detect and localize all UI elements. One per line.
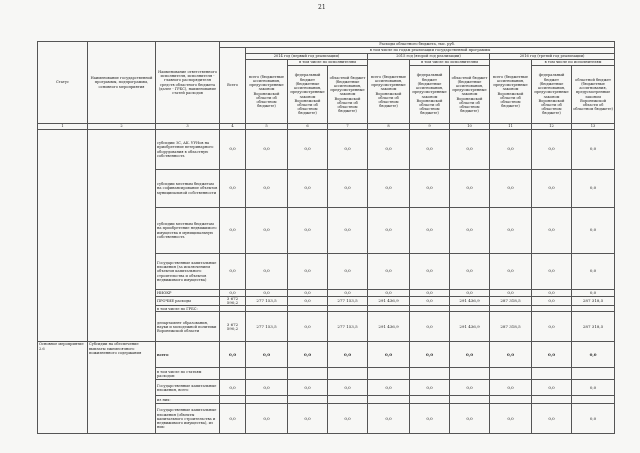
- value-cell: 0,0: [410, 380, 450, 396]
- value-cell: 0,0: [288, 342, 328, 368]
- value-cell: 0,0: [246, 404, 288, 434]
- value-cell: 0,0: [220, 170, 246, 208]
- value-cell: 0,0: [368, 380, 410, 396]
- value-cell: [246, 368, 288, 380]
- header-spend-subtitle: в том числе по годам реализации государственной программы: [246, 48, 615, 54]
- value-cell: [490, 396, 532, 404]
- value-cell: 277 153,5: [246, 297, 288, 306]
- measure-program: Субсидии на обеспечение выплаты ежемесячного пожизненного содержания: [88, 342, 156, 434]
- value-cell: 0,0: [490, 290, 532, 297]
- header-y1-all: всего (бюджетные ассигнования, предусмотренные законом Воронежской области об областном бюджете): [246, 60, 288, 124]
- expense-item-label: ПРОЧИЕ расходы: [156, 297, 220, 306]
- value-cell: 0,0: [450, 404, 490, 434]
- value-cell: 0,0: [532, 254, 572, 290]
- value-cell: [572, 368, 615, 380]
- value-cell: [410, 396, 450, 404]
- value-cell: 0,0: [220, 254, 246, 290]
- value-cell: 291 436,9: [450, 297, 490, 306]
- expense-item-label: субсидии местным бюджетам на софинансирование объектов муниципальной собственности: [156, 170, 220, 208]
- value-cell: 0,0: [328, 380, 368, 396]
- expense-item-label: Государственные капитальные вложения, всего: [156, 380, 220, 396]
- value-cell: 0,0: [328, 290, 368, 297]
- value-cell: 0,0: [410, 312, 450, 342]
- header-spend-title: Расходы областного бюджета, тыс. руб.: [220, 42, 615, 48]
- value-cell: 0,0: [246, 290, 288, 297]
- value-cell: 0,0: [328, 404, 368, 434]
- column-number: 10: [450, 124, 490, 130]
- column-number: 12: [532, 124, 572, 130]
- value-cell: 0,0: [572, 130, 615, 170]
- column-number: 5: [246, 124, 288, 130]
- value-cell: [368, 368, 410, 380]
- header-status: Статус: [38, 42, 88, 124]
- value-cell: 287 318,5: [490, 312, 532, 342]
- header-y2-all: всего (бюджетные ассигнования, предусмотренные законом Воронежской области об областном бюджете): [368, 60, 410, 124]
- value-cell: 0,0: [288, 254, 328, 290]
- value-cell: 0,0: [368, 170, 410, 208]
- value-cell: 277 153,5: [328, 297, 368, 306]
- value-cell: 0,0: [220, 208, 246, 254]
- value-cell: 287 318,5: [572, 297, 615, 306]
- value-cell: 0,0: [490, 342, 532, 368]
- value-cell: 0,0: [410, 404, 450, 434]
- column-number: 6: [288, 124, 328, 130]
- value-cell: 0,0: [368, 254, 410, 290]
- header-year-2016: 2016 год (третий год реализации): [490, 54, 615, 60]
- header-program: Наименование государственной программы, подпрограммы, основного мероприятия: [88, 42, 156, 124]
- page-number: 21: [318, 4, 326, 11]
- value-cell: [532, 396, 572, 404]
- value-cell: 0,0: [410, 130, 450, 170]
- value-cell: 0,0: [410, 254, 450, 290]
- value-cell: 0,0: [220, 342, 246, 368]
- value-cell: 0,0: [246, 254, 288, 290]
- value-cell: [410, 368, 450, 380]
- value-cell: 0,0: [572, 170, 615, 208]
- value-cell: 0,0: [450, 130, 490, 170]
- status-cell: [38, 130, 88, 342]
- expense-item-label: в том числе по статьям расходов:: [156, 368, 220, 380]
- value-cell: 0,0: [410, 208, 450, 254]
- value-cell: 0,0: [490, 404, 532, 434]
- expense-item-label: субсидии ЗС, АК. УУНов на приобретение ветеринарного оборудования в областную собственность: [156, 130, 220, 170]
- column-number: 4: [220, 124, 246, 130]
- header-executor: Наименование ответственного исполнителя, исполнителя - главного распорядителя средств областного бюджета (далее - ГРБС), наименование статей расходов: [156, 42, 220, 124]
- expense-item-label: Государственные капитальные вложения (объекты капитального строительства и недвижимого имущества), из них:: [156, 404, 220, 434]
- value-cell: 0,0: [328, 130, 368, 170]
- value-cell: 277 153,5: [246, 312, 288, 342]
- value-cell: 0,0: [532, 297, 572, 306]
- value-cell: 0,0: [288, 297, 328, 306]
- expense-item-label: всего: [156, 342, 220, 368]
- header-y2-regional: областной бюджет (бюджетные ассигнования, предусмотренные законом Воронежской области об областном бюджете): [450, 66, 490, 124]
- value-cell: 3 672 590,2: [220, 297, 246, 306]
- value-cell: [572, 396, 615, 404]
- value-cell: [246, 396, 288, 404]
- value-cell: 0,0: [288, 208, 328, 254]
- value-cell: 0,0: [220, 380, 246, 396]
- value-cell: [288, 368, 328, 380]
- value-cell: 0,0: [572, 290, 615, 297]
- value-cell: 0,0: [410, 297, 450, 306]
- value-cell: 0,0: [532, 208, 572, 254]
- value-cell: 0,0: [288, 290, 328, 297]
- value-cell: 0,0: [288, 170, 328, 208]
- value-cell: 0,0: [410, 170, 450, 208]
- expense-item-label: субсидии местным бюджетам на приобретение недвижимого имущества в муниципальную собственность: [156, 208, 220, 254]
- value-cell: 0,0: [490, 208, 532, 254]
- table-row: [38, 130, 615, 170]
- value-cell: 0,0: [532, 380, 572, 396]
- header-y1-regional: областной бюджет (бюджетные ассигнования, предусмотренные законом Воронежской области об областном бюджете): [328, 66, 368, 124]
- value-cell: 0,0: [572, 254, 615, 290]
- value-cell: 0,0: [220, 404, 246, 434]
- value-cell: 0,0: [288, 404, 328, 434]
- value-cell: 0,0: [450, 290, 490, 297]
- value-cell: 0,0: [288, 130, 328, 170]
- budget-table: [37, 41, 615, 434]
- value-cell: 0,0: [450, 342, 490, 368]
- value-cell: 0,0: [328, 208, 368, 254]
- value-cell: 0,0: [246, 130, 288, 170]
- value-cell: 0,0: [572, 342, 615, 368]
- value-cell: 0,0: [368, 404, 410, 434]
- value-cell: 0,0: [532, 290, 572, 297]
- value-cell: 0,0: [490, 170, 532, 208]
- value-cell: 0,0: [450, 254, 490, 290]
- value-cell: [220, 396, 246, 404]
- header-year-2015: 2015 год (второй год реализации): [368, 54, 490, 60]
- table-row: [38, 342, 615, 368]
- value-cell: 0,0: [532, 404, 572, 434]
- header-y1-federal: федеральный бюджет (бюджетные ассигнования, предусмотренные законом Воронежской области об областном бюджете): [288, 66, 328, 124]
- value-cell: 0,0: [450, 208, 490, 254]
- column-number: 7: [328, 124, 368, 130]
- value-cell: 291 436,9: [450, 312, 490, 342]
- column-number: 3: [156, 124, 220, 130]
- header-y3-federal: федеральный бюджет (бюджетные ассигнования, предусмотренные законом Воронежской области об областном бюджете): [532, 66, 572, 124]
- header-y3-incl: в том числе по исполнителям: [532, 60, 615, 66]
- value-cell: 0,0: [246, 342, 288, 368]
- column-number: 11: [490, 124, 532, 130]
- value-cell: 0,0: [490, 254, 532, 290]
- value-cell: 0,0: [490, 380, 532, 396]
- column-number: 8: [368, 124, 410, 130]
- value-cell: 277 153,5: [328, 312, 368, 342]
- expense-item-label: Государственные капитальные вложения (за исключением объектов капитального строительства и объектов недвижимого имущества): [156, 254, 220, 290]
- value-cell: 0,0: [220, 290, 246, 297]
- value-cell: 0,0: [328, 254, 368, 290]
- value-cell: 0,0: [246, 208, 288, 254]
- value-cell: 0,0: [410, 290, 450, 297]
- value-cell: 0,0: [368, 342, 410, 368]
- column-number: 13: [572, 124, 615, 130]
- value-cell: 0,0: [410, 342, 450, 368]
- value-cell: 0,0: [490, 130, 532, 170]
- value-cell: [490, 368, 532, 380]
- column-number: 2: [88, 124, 156, 130]
- value-cell: 0,0: [288, 380, 328, 396]
- value-cell: 0,0: [450, 170, 490, 208]
- value-cell: 0,0: [572, 380, 615, 396]
- value-cell: 0,0: [328, 342, 368, 368]
- value-cell: [450, 368, 490, 380]
- column-number: 1: [38, 124, 88, 130]
- value-cell: 287 318,5: [572, 312, 615, 342]
- header-year-2014: 2014 год (первый год реализации): [246, 54, 368, 60]
- value-cell: 287 318,5: [490, 297, 532, 306]
- value-cell: 0,0: [246, 380, 288, 396]
- value-cell: 0,0: [532, 312, 572, 342]
- header-y3-all: всего (бюджетные ассигнования, предусмотренные законом Воронежской области об областном бюджете): [490, 60, 532, 124]
- value-cell: 3 672 590,2: [220, 312, 246, 342]
- value-cell: 0,0: [450, 380, 490, 396]
- value-cell: 291 436,9: [368, 297, 410, 306]
- value-cell: 0,0: [572, 404, 615, 434]
- value-cell: 0,0: [328, 170, 368, 208]
- value-cell: [328, 396, 368, 404]
- value-cell: 0,0: [532, 130, 572, 170]
- program-cell: [88, 130, 156, 342]
- value-cell: 0,0: [220, 130, 246, 170]
- header-y1-incl: в том числе по исполнителям: [288, 60, 368, 66]
- measure-status: Основное мероприятие 2.6: [38, 342, 88, 434]
- value-cell: 0,0: [288, 312, 328, 342]
- column-number: 9: [410, 124, 450, 130]
- value-cell: [368, 396, 410, 404]
- value-cell: 0,0: [246, 170, 288, 208]
- value-cell: [220, 368, 246, 380]
- value-cell: 291 436,9: [368, 312, 410, 342]
- value-cell: 0,0: [368, 208, 410, 254]
- value-cell: 0,0: [572, 208, 615, 254]
- expense-item-label: из них:: [156, 396, 220, 404]
- header-y2-incl: в том числе по исполнителям: [410, 60, 490, 66]
- value-cell: 0,0: [368, 290, 410, 297]
- expense-item-label: НИОКР: [156, 290, 220, 297]
- value-cell: [288, 396, 328, 404]
- value-cell: 0,0: [368, 130, 410, 170]
- value-cell: [328, 368, 368, 380]
- header-total: Всего: [220, 48, 246, 124]
- header-y2-federal: федеральный бюджет (бюджетные ассигнования, предусмотренные законом Воронежской области об областном бюджете): [410, 66, 450, 124]
- value-cell: [450, 396, 490, 404]
- value-cell: [532, 368, 572, 380]
- value-cell: 0,0: [532, 342, 572, 368]
- header-y3-regional: областной бюджет (бюджетные ассигнования, предусмотренные законом Воронежской области об областном бюджете): [572, 66, 615, 124]
- expense-item-label: в том числе по ГРБС:: [156, 306, 220, 312]
- value-cell: 0,0: [532, 170, 572, 208]
- expense-item-label: департамент образования, науки и молодежной политики Воронежской области: [156, 312, 220, 342]
